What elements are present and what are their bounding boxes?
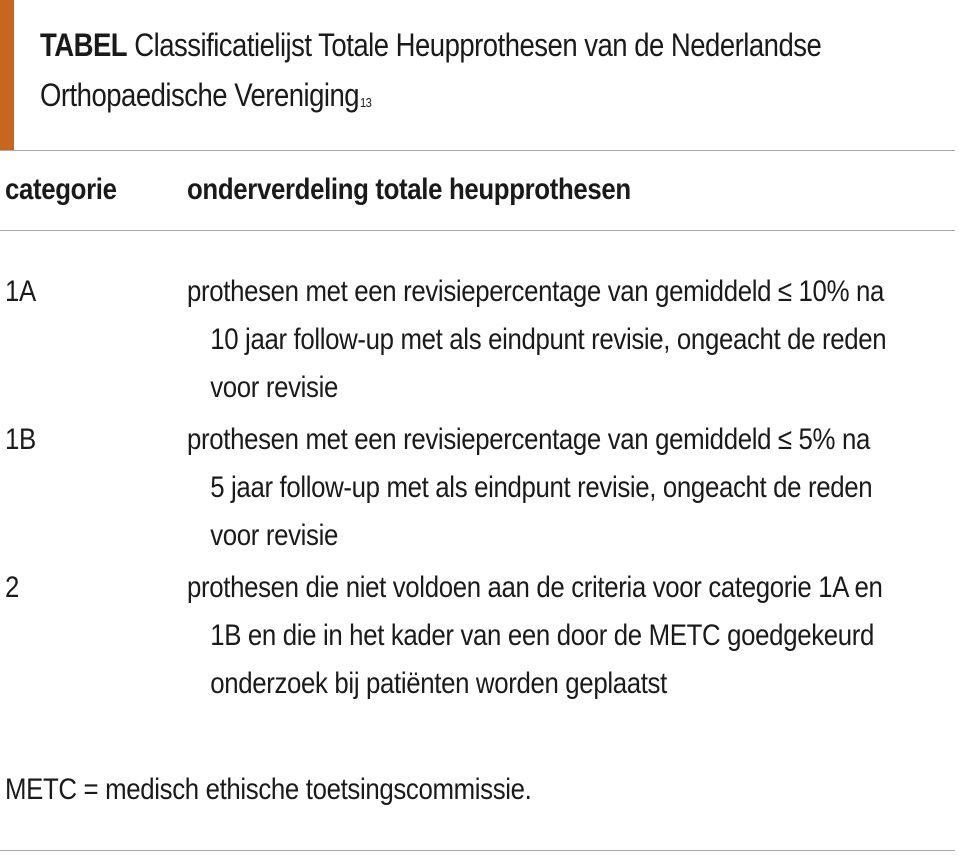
row-1a-line-1: prothesen met een revisiepercentage van gemiddeld ≤ 10% na — [187, 275, 885, 308]
top-rule — [0, 150, 955, 151]
row-2-line-2: 1B en die in het kader van een door de METC goedgekeurd — [210, 619, 875, 652]
table-title — [40, 20, 934, 120]
row-category-2: 2 — [5, 571, 20, 604]
reference-superscript: 13 — [359, 95, 372, 110]
row-description-1b — [187, 416, 872, 560]
row-category-1b: 1B — [5, 423, 36, 456]
title-text-line1: Classificatielijst Totale Heupprothesen van de Nederlandse — [134, 27, 822, 63]
row-1b-line-3: voor revisie — [210, 519, 339, 552]
header-categorie: categorie — [5, 173, 117, 206]
row-2-line-3: onderzoek bij patiënten worden geplaatst — [210, 667, 667, 700]
row-1a-line-2: 10 jaar follow-up met als eindpunt revisie, ongeacht de reden — [210, 323, 887, 356]
accent-bar — [0, 0, 14, 150]
table-label: TABEL — [40, 27, 128, 63]
row-category-1a: 1A — [5, 275, 36, 308]
header-rule — [0, 230, 955, 231]
row-1b-line-1: prothesen met een revisiepercentage van gemiddeld ≤ 5% na — [187, 423, 871, 456]
header-onderverdeling: onderverdeling totale heupprothesen — [187, 173, 631, 206]
title-text-line2: Orthopaedische Vereniging — [40, 77, 360, 113]
row-description-1a — [187, 268, 886, 412]
bottom-rule — [0, 850, 955, 851]
row-2-line-1: prothesen die niet voldoen aan de criteria voor categorie 1A en — [187, 571, 883, 604]
row-1b-line-2: 5 jaar follow-up met als eindpunt revisie, ongeacht de reden — [210, 471, 873, 504]
row-description-2 — [187, 564, 882, 708]
footnote: METC = medisch ethische toetsingscommissie. — [5, 773, 532, 806]
row-1a-line-3: voor revisie — [210, 371, 339, 404]
